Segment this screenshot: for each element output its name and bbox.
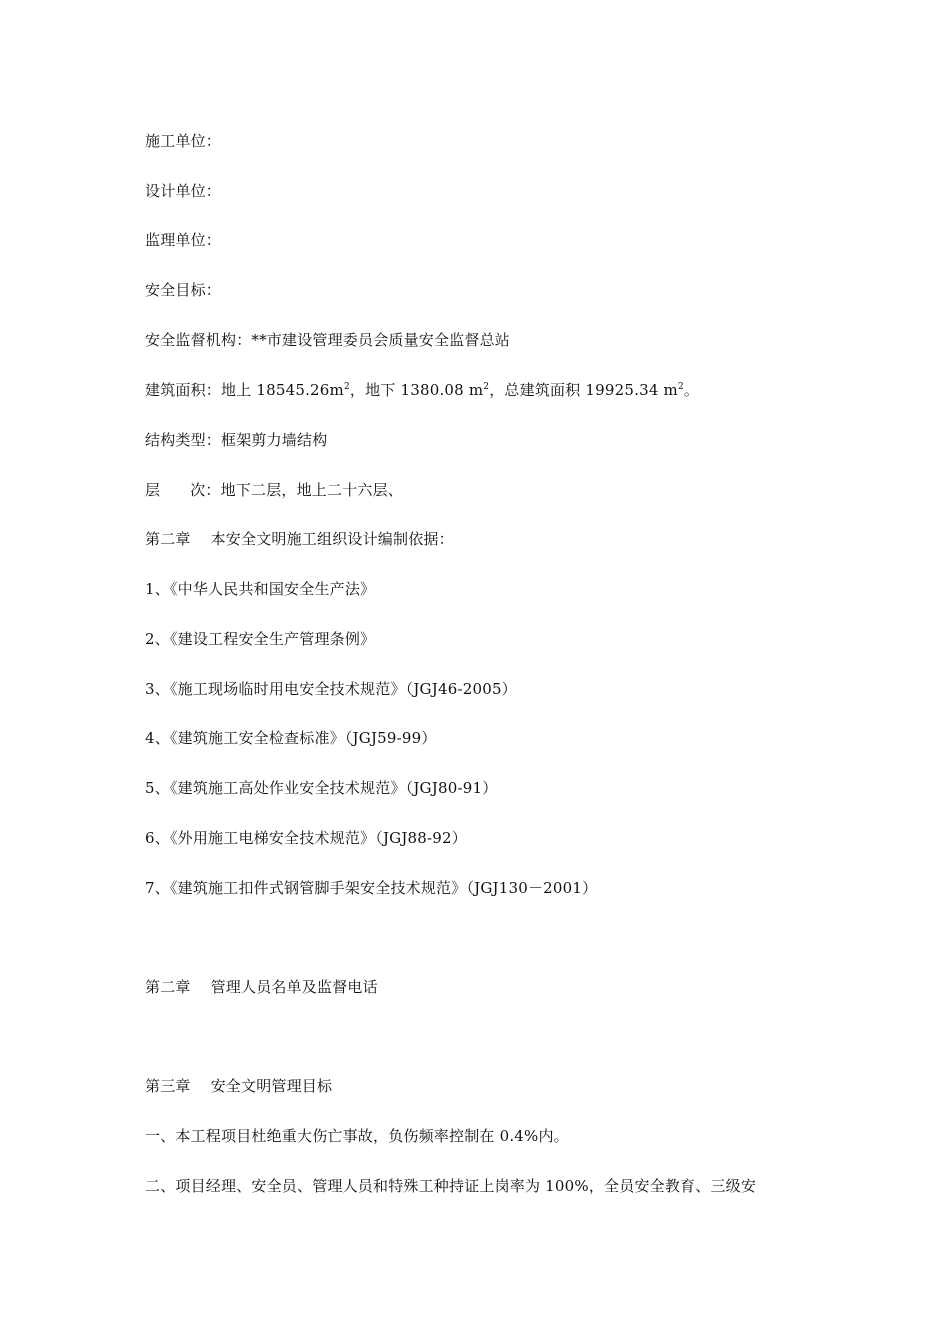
floors-line [145,480,403,500]
area-sup-2: 2 [483,382,490,392]
basis-item-6: 6、《外用施工电梯安全技术规范》（JGJ88-92） [145,829,467,847]
area-sup-1: 2 [343,382,350,392]
area-sup-3: 2 [677,382,684,392]
building-area-line [145,380,699,400]
chapter-title: 本安全文明施工组织设计编制依据： [210,530,454,548]
chapter-2-basis-heading [145,529,454,549]
construction-unit-line: 施工单位： [145,132,222,150]
safety-agency-line: 安全监督机构：**市建设管理委员会质量安全监督总站 [145,331,511,349]
area-text-1: 建筑面积：地上 18545.26m [145,381,344,399]
area-text-4: 。 [683,381,700,399]
basis-item-2: 2、《建设工程安全生产管理条例》 [145,630,376,648]
chapter-title: 管理人员名单及监督电话 [210,978,378,996]
area-text-3: ，总建筑面积 19925.34 m [489,381,678,399]
goal-item-2: 二、项目经理、安全员、管理人员和特殊工种持证上岗率为 100%，全员安全教育、三级安 [145,1177,757,1195]
supervision-unit-line: 监理单位： [145,231,222,249]
design-unit-line: 设计单位： [145,182,222,200]
area-text-2: ，地下 1380.08 m [349,381,484,399]
basis-item-7: 7、《建筑施工扣件式钢管脚手架安全技术规范》（JGJ130－2001） [145,879,598,897]
basis-item-5: 5、《建筑施工高处作业安全技术规范》（JGJ80-91） [145,779,498,797]
chapter-title: 安全文明管理目标 [210,1077,333,1095]
basis-item-3: 3、《施工现场临时用电安全技术规范》（JGJ46-2005） [145,680,517,698]
goal-item-1: 一、本工程项目杜绝重大伤亡事故，负伤频率控制在 0.4%内。 [145,1127,569,1145]
chapter-number: 第二章 [145,530,191,548]
chapter-3-heading [145,1076,332,1096]
chapter-2-staff-heading [145,977,378,997]
safety-goal-line: 安全目标： [145,281,222,299]
basis-item-4: 4、《建筑施工安全检查标准》（JGJ59-99） [145,729,437,747]
basis-item-1: 1、《中华人民共和国安全生产法》 [145,580,376,598]
chapter-number: 第三章 [145,1077,191,1095]
chapter-number: 第二章 [145,978,191,996]
floors-label-a: 层 [145,481,161,499]
structure-type-line: 结构类型：框架剪力墙结构 [145,431,328,449]
floors-label-b: 次：地下二层，地上二十六层、 [190,481,404,499]
